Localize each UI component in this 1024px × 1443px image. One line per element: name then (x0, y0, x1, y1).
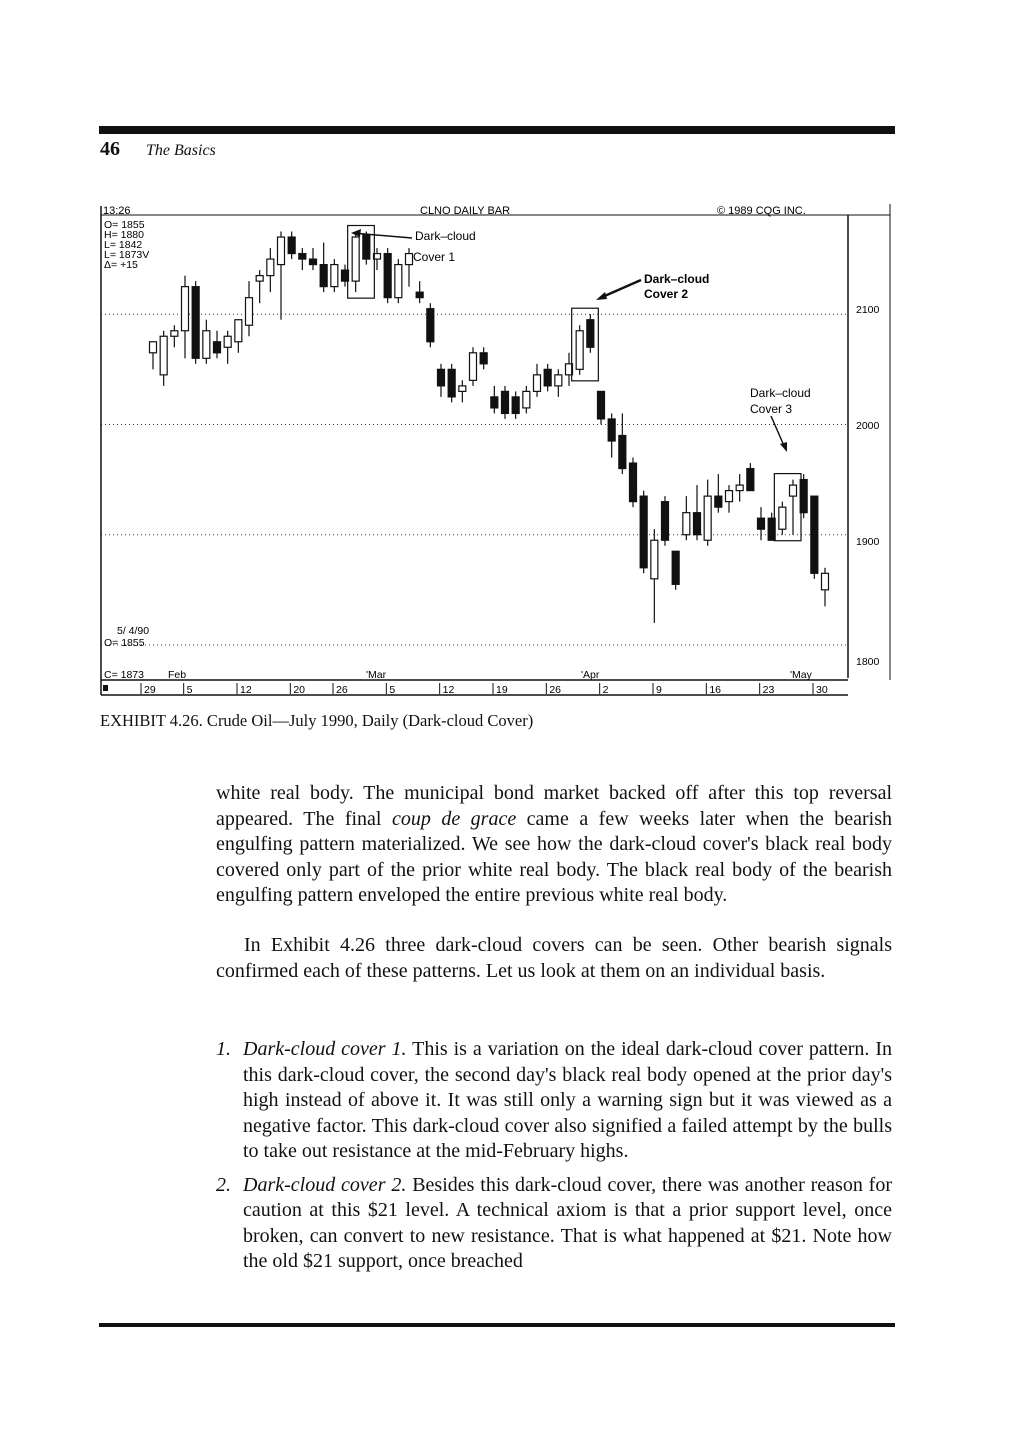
candle (427, 303, 434, 347)
x-tick-label: 26 (336, 684, 348, 696)
candle-body-black (598, 391, 605, 419)
candle-body-white (235, 320, 242, 342)
candle-body-white (555, 375, 562, 386)
candle (480, 347, 487, 369)
x-tick-label: 9 (656, 684, 662, 696)
candle (363, 232, 370, 265)
candle (395, 259, 402, 303)
section-title: The Basics (146, 142, 216, 159)
candle (192, 281, 199, 364)
x-tick-label: 23 (762, 684, 775, 696)
candle-body-black (715, 496, 722, 507)
candle-series (150, 232, 829, 623)
candle-body-black (630, 463, 637, 502)
month-label-may: 'May (790, 669, 812, 681)
candlestick-chart (95, 196, 905, 701)
candle (672, 551, 679, 590)
candle (320, 243, 327, 293)
candle-body-black (512, 397, 519, 414)
candle-body-white (576, 331, 583, 370)
candle (811, 496, 818, 579)
candle (182, 276, 189, 359)
candle-body-white (160, 336, 167, 375)
candle-body-black (491, 397, 498, 408)
x-tick-label: 19 (496, 684, 508, 696)
candle (438, 364, 445, 397)
axis-corner-square (103, 685, 108, 691)
candle (470, 347, 477, 386)
annotation-cover-3-line2: Cover 3 (750, 402, 793, 416)
candle-body-black (384, 254, 391, 298)
readout-last: L= 1873V (104, 249, 150, 261)
annotation-cover-3-line1: Dark–cloud (750, 386, 811, 400)
x-tick-label: 29 (144, 684, 156, 696)
chart-copyright: © 1989 CQG INC. (717, 205, 806, 217)
candle-body-black (288, 237, 295, 254)
candle-body-black (662, 502, 669, 541)
para-2-text: In Exhibit 4.26 three dark-cloud covers can be seen. Other bearish signals confirmed each of these patterns. Let us look at them on an individual basis. (216, 934, 892, 982)
x-tick-label: 20 (293, 684, 306, 696)
candle (214, 331, 221, 359)
candle-body-black (480, 353, 487, 364)
top-rule (99, 126, 895, 134)
candle-body-white (224, 336, 231, 347)
list-item (216, 1173, 892, 1275)
candle (587, 314, 594, 353)
x-tick-label: 30 (816, 684, 828, 696)
para-text-a: white real body. The municipal bond market backed off after this top reversal appeared. The final (216, 782, 892, 830)
candle (448, 364, 455, 403)
candle-body-white (459, 386, 466, 392)
month-label-mar: 'Mar (366, 669, 387, 681)
candle-body-black (310, 259, 317, 265)
annotation-cover-2-arrow (600, 280, 641, 298)
candle (715, 474, 722, 513)
candle-body-white (171, 331, 178, 337)
candle-body-white (331, 265, 338, 287)
para-italic-term: coup de grace (391, 807, 517, 830)
bottom-rule (99, 1323, 895, 1327)
candle-body-black (502, 391, 509, 413)
candle (779, 502, 786, 535)
candle-body-black (587, 320, 594, 348)
annotation-cover-2-line1: Dark–cloud (644, 272, 710, 286)
bottom-readout-date: 5/ 4/90 (117, 625, 150, 637)
candle (544, 364, 551, 392)
candle-body-black (608, 419, 615, 441)
candle (256, 270, 263, 303)
candle-body-black (192, 287, 199, 359)
annotation-cover-1-arrow (353, 233, 412, 238)
candle (694, 485, 701, 540)
candle (235, 320, 242, 353)
candle (331, 259, 338, 292)
candle-body-white (406, 254, 413, 265)
candle-body-white (736, 485, 743, 491)
x-tick-label: 2 (602, 684, 609, 696)
x-tick-label: 5 (389, 684, 396, 696)
candle-body-white (256, 276, 263, 282)
candle (758, 507, 765, 540)
x-axis-ticks (103, 683, 828, 696)
candle (619, 413, 626, 474)
month-label-feb: Feb (168, 669, 187, 681)
candle (790, 480, 797, 535)
y-label-2000: 2000 (856, 420, 880, 432)
page-number: 46 (100, 138, 120, 160)
x-tick-label: 5 (186, 684, 193, 696)
candle-body-black (299, 254, 306, 260)
candle (726, 485, 733, 513)
candle-body-black (619, 435, 626, 468)
candle-body-black (811, 496, 818, 573)
x-tick-label: 26 (549, 684, 562, 696)
candle-body-black (758, 518, 765, 529)
candle-body-black (320, 265, 327, 287)
candle-body-white (395, 265, 402, 298)
candle (608, 413, 615, 457)
candle-body-white (246, 298, 253, 326)
x-tick-label: 16 (709, 684, 722, 696)
candle-body-white (267, 259, 274, 276)
candle (160, 331, 167, 386)
candle (502, 386, 509, 419)
candle-body-white (278, 237, 285, 265)
candle (491, 386, 498, 414)
list-item-term: Dark-cloud cover 2. (243, 1173, 407, 1196)
candle (299, 248, 306, 270)
candle (150, 342, 157, 370)
candle (310, 248, 317, 270)
candle-body-white (203, 331, 210, 359)
list-item-term: Dark-cloud cover 1. (243, 1038, 407, 1060)
candle-body-black (672, 551, 679, 584)
candle-body-white (726, 491, 733, 502)
candle (683, 496, 690, 540)
candle-body-black (438, 369, 445, 386)
candle (406, 248, 413, 287)
candle (534, 364, 541, 397)
candle-body-white (150, 342, 157, 353)
candle (203, 320, 210, 364)
candle-body-white (790, 485, 797, 496)
list-item-text: Besides this dark-cloud cover, there was another reason for caution at this $21 level. A technical axiom is that a prior support level, once broken, can convert to new resistance. That is what happened at $21. Note how the old $21 support, once breached (243, 1173, 892, 1272)
candle-body-white (523, 391, 530, 408)
candle (512, 391, 519, 419)
candle (736, 474, 743, 502)
month-label-apr: 'Apr (581, 669, 600, 681)
list-item-number: 1. (216, 1038, 231, 1060)
candle (288, 232, 295, 260)
candle (747, 463, 754, 491)
candle-body-white (352, 237, 359, 281)
candle-body-black (416, 292, 423, 298)
candle (459, 380, 466, 402)
readout-change: Δ= +15 (104, 259, 138, 271)
candle-body-white (683, 513, 690, 535)
y-label-2100: 2100 (856, 304, 880, 316)
list-item (216, 1037, 892, 1165)
candle (555, 369, 562, 397)
readout-low: L= 1842 (104, 239, 143, 251)
list-item-number: 2. (216, 1173, 231, 1196)
candle-body-black (640, 496, 647, 568)
candle-body-black (427, 309, 434, 342)
annotation-cover-2-line2: Cover 2 (644, 287, 689, 301)
candle (267, 248, 274, 292)
bottom-readout-open: O= 1855 (104, 637, 145, 649)
candle-body-white (534, 375, 541, 392)
running-head (100, 138, 216, 162)
candle-body-black (544, 369, 551, 386)
candle-body-white (651, 540, 658, 579)
candle (278, 232, 285, 320)
para-text-b: came a few weeks later when the bearish engulfing pattern materialized. We see how the dark-cloud cover's black real body covered only part of the prior white real body. The black real body of the bearish engulfing pattern enveloped the entire previous white real body. (216, 807, 893, 906)
candle (523, 386, 530, 414)
candle-body-black (448, 369, 455, 397)
x-tick-label: 12 (442, 684, 455, 696)
candle-body-black (694, 513, 701, 535)
candle-body-black (363, 235, 370, 259)
candle (416, 281, 423, 303)
candle (576, 325, 583, 375)
list-item-text: This is a variation on the ideal dark-cloud cover pattern. In this dark-cloud cover, the second day's black real body opened at the prior day's high instead of above it. It was still only a warning sign but it was viewed as a negative factor. This dark-cloud cover also signified a failed attempt by the bulls to take out resistance at the mid-February highs. (243, 1038, 892, 1162)
candle-body-white (182, 287, 189, 331)
candle-body-white (779, 507, 786, 529)
candle-body-white (822, 573, 829, 590)
numbered-list (216, 1037, 892, 1283)
candle (224, 331, 231, 364)
paragraph-exhibit-intro (216, 933, 892, 984)
candle (246, 281, 253, 336)
candle (630, 458, 637, 508)
candle (822, 568, 829, 607)
candle (651, 529, 658, 623)
candle (662, 496, 669, 546)
paragraph-continued (216, 781, 892, 909)
candle-body-black (747, 469, 754, 491)
candle-body-white (704, 496, 711, 540)
candle (598, 391, 605, 424)
readout-open: O= 1855 (104, 219, 145, 231)
candle-body-black (214, 342, 221, 353)
annotation-cover-3-arrowhead (780, 442, 787, 452)
annotation-cover-1-line1: Dark–cloud (415, 229, 476, 243)
candle (704, 480, 711, 546)
candle (640, 491, 647, 574)
bottom-readout-close: C= 1873 (104, 669, 144, 681)
readout-high: H= 1880 (104, 229, 144, 241)
y-label-1800: 1800 (856, 656, 880, 668)
candle-body-white (470, 353, 477, 381)
exhibit-caption: EXHIBIT 4.26. Crude Oil—July 1990, Daily (Dark-cloud Cover) (100, 711, 534, 730)
annotation-cover-1-line2: Cover 1 (413, 250, 456, 264)
x-tick-label: 12 (240, 684, 252, 696)
chart-time: 13:26 (103, 205, 131, 217)
annotation-cover-2-arrowhead (596, 292, 607, 300)
candle (171, 325, 178, 347)
candle (384, 248, 391, 303)
y-label-1900: 1900 (856, 536, 880, 548)
candle (352, 235, 359, 292)
chart-title: CLNO DAILY BAR (420, 205, 511, 217)
